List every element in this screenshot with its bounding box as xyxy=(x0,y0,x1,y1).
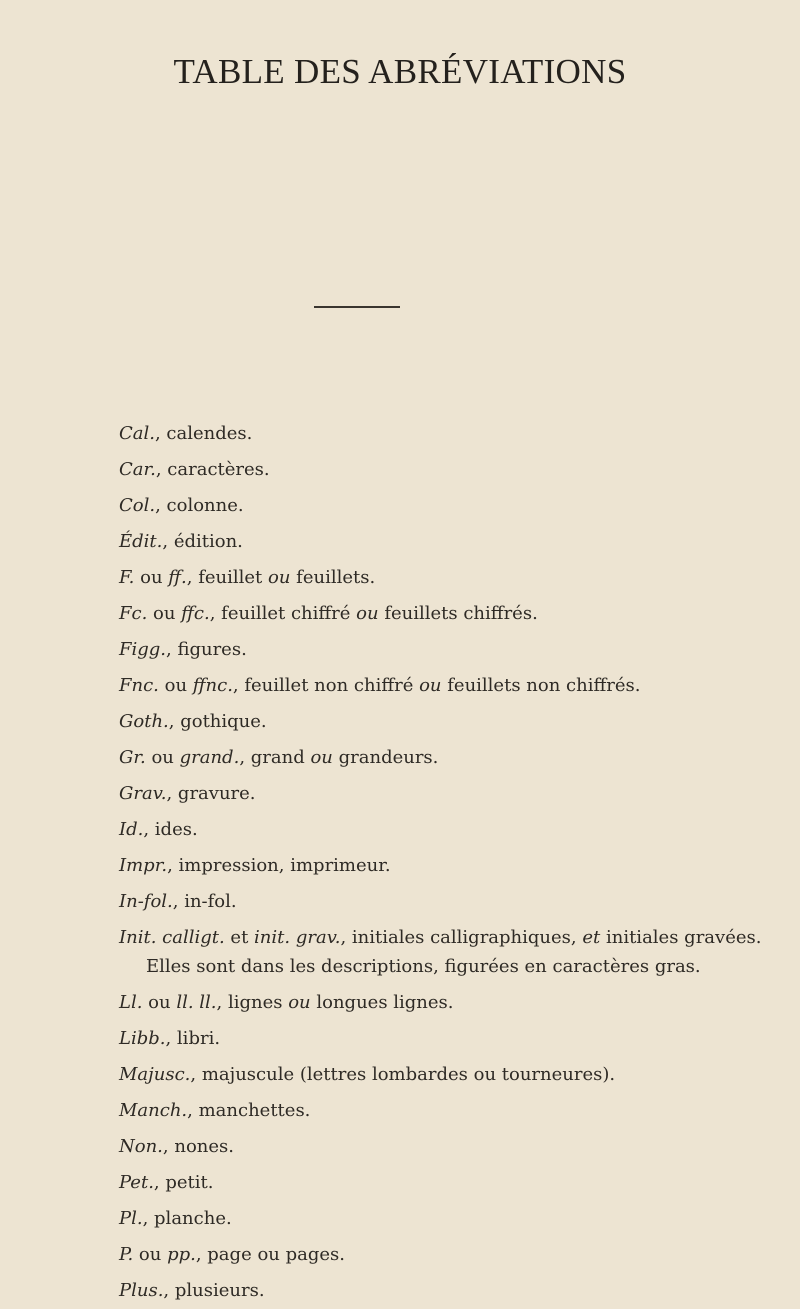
definition: feuillets non chiffrés. xyxy=(441,675,641,696)
list-item xyxy=(119,1237,789,1273)
definition-part: , initiales calligraphiques, xyxy=(340,927,583,948)
connector: ou xyxy=(158,675,193,696)
abbreviation: Plus. xyxy=(119,1280,164,1301)
abbreviation: Libb. xyxy=(119,1028,166,1049)
abbreviation-alt: ff. xyxy=(168,567,187,588)
abbreviation-list xyxy=(119,416,789,1309)
list-item xyxy=(119,1165,789,1201)
conjunction: ou xyxy=(288,992,311,1013)
definition: , libri. xyxy=(165,1028,221,1049)
abbreviation: Gr. xyxy=(119,747,146,768)
definition: , ides. xyxy=(143,819,198,840)
abbreviation: P. xyxy=(119,1244,134,1265)
definition: , caractères. xyxy=(155,459,270,480)
definition: , nones. xyxy=(162,1136,234,1157)
abbreviation: Cal. xyxy=(119,423,155,444)
abbreviation: Non. xyxy=(119,1136,163,1157)
definition: , édition. xyxy=(162,531,243,552)
definition: grandeurs. xyxy=(332,747,439,768)
conjunction: et xyxy=(582,927,601,948)
abbreviation: Pet. xyxy=(119,1172,154,1193)
abbreviation: Majusc. xyxy=(119,1064,191,1085)
definition-part: , feuillet xyxy=(186,567,269,588)
title-divider xyxy=(314,306,400,308)
definition-part: , feuillet chiffré xyxy=(209,603,357,624)
abbreviation-alt: ffnc. xyxy=(192,675,233,696)
definition: , calendes. xyxy=(154,423,253,444)
list-item xyxy=(119,668,789,704)
abbreviation: Init. calligt. xyxy=(119,927,225,948)
definition: longues lignes. xyxy=(310,992,454,1013)
definition-continuation: Elles sont dans les descriptions, figurées en caractères gras. xyxy=(146,956,701,977)
list-item xyxy=(119,560,789,596)
list-item xyxy=(119,416,789,452)
abbreviation: Car. xyxy=(119,459,156,480)
definition-part: , feuillet non chiffré xyxy=(232,675,420,696)
abbreviation: Col. xyxy=(119,495,156,516)
page-title: TABLE DES ABRÉVIATIONS xyxy=(173,52,627,91)
conjunction: ou xyxy=(268,567,291,588)
definition: , in-fol. xyxy=(172,891,237,912)
list-item xyxy=(119,1093,789,1129)
definition: , manchettes. xyxy=(187,1100,311,1121)
list-item xyxy=(119,776,789,812)
abbreviation: Manch. xyxy=(119,1100,188,1121)
connector: ou xyxy=(147,603,182,624)
definition: , gothique. xyxy=(168,711,267,732)
list-item xyxy=(119,452,789,488)
abbreviation: Figg. xyxy=(119,639,167,660)
conjunction: ou xyxy=(310,747,333,768)
abbreviation: F. xyxy=(119,567,135,588)
definition: , petit. xyxy=(153,1172,214,1193)
list-item xyxy=(119,1057,789,1093)
definition-part: , grand xyxy=(239,747,311,768)
abbreviation: Pl. xyxy=(119,1208,143,1229)
definition: , figures. xyxy=(166,639,247,660)
abbreviation-alt: init. grav. xyxy=(254,927,341,948)
connector: ou xyxy=(145,747,180,768)
abbreviation: Fc. xyxy=(119,603,148,624)
list-item xyxy=(119,704,789,740)
definition: , planche. xyxy=(142,1208,232,1229)
list-item xyxy=(119,985,789,1021)
definition-part: , lignes xyxy=(216,992,289,1013)
list-item xyxy=(119,1201,789,1237)
abbreviation: Grav. xyxy=(119,783,167,804)
abbreviation: Goth. xyxy=(119,711,169,732)
list-item xyxy=(119,920,789,985)
abbreviation: Édit. xyxy=(119,531,163,552)
abbreviation-alt: grand. xyxy=(179,747,240,768)
abbreviation: Fnc. xyxy=(119,675,159,696)
definition: feuillets chiffrés. xyxy=(378,603,538,624)
definition: , majuscule (lettres lombardes ou tourneures). xyxy=(190,1064,616,1085)
abbreviation: Impr. xyxy=(119,855,168,876)
list-item xyxy=(119,848,789,884)
abbreviation: In-fol. xyxy=(119,891,173,912)
abbreviation: Id. xyxy=(119,819,144,840)
definition: , plusieurs. xyxy=(163,1280,265,1301)
list-item xyxy=(119,1129,789,1165)
list-item xyxy=(119,740,789,776)
conjunction: ou xyxy=(419,675,442,696)
abbreviation-alt: ffc. xyxy=(181,603,210,624)
list-item xyxy=(119,596,789,632)
definition: , colonne. xyxy=(155,495,244,516)
connector: ou xyxy=(142,992,177,1013)
abbreviation-alt: pp. xyxy=(167,1244,196,1265)
list-item xyxy=(119,812,789,848)
definition: feuillets. xyxy=(290,567,376,588)
connector: et xyxy=(224,927,255,948)
list-item xyxy=(119,488,789,524)
definition: , impression, imprimeur. xyxy=(167,855,391,876)
abbreviation-alt: ll. ll. xyxy=(176,992,217,1013)
abbreviation: Ll. xyxy=(119,992,143,1013)
definition: , gravure. xyxy=(166,783,256,804)
connector: ou xyxy=(133,1244,168,1265)
connector: ou xyxy=(134,567,169,588)
list-item xyxy=(119,524,789,560)
definition: , page ou pages. xyxy=(195,1244,345,1265)
list-item xyxy=(119,1273,789,1309)
list-item xyxy=(119,632,789,668)
conjunction: ou xyxy=(356,603,379,624)
definition: initiales gravées. xyxy=(600,927,762,948)
list-item xyxy=(119,884,789,920)
list-item xyxy=(119,1021,789,1057)
